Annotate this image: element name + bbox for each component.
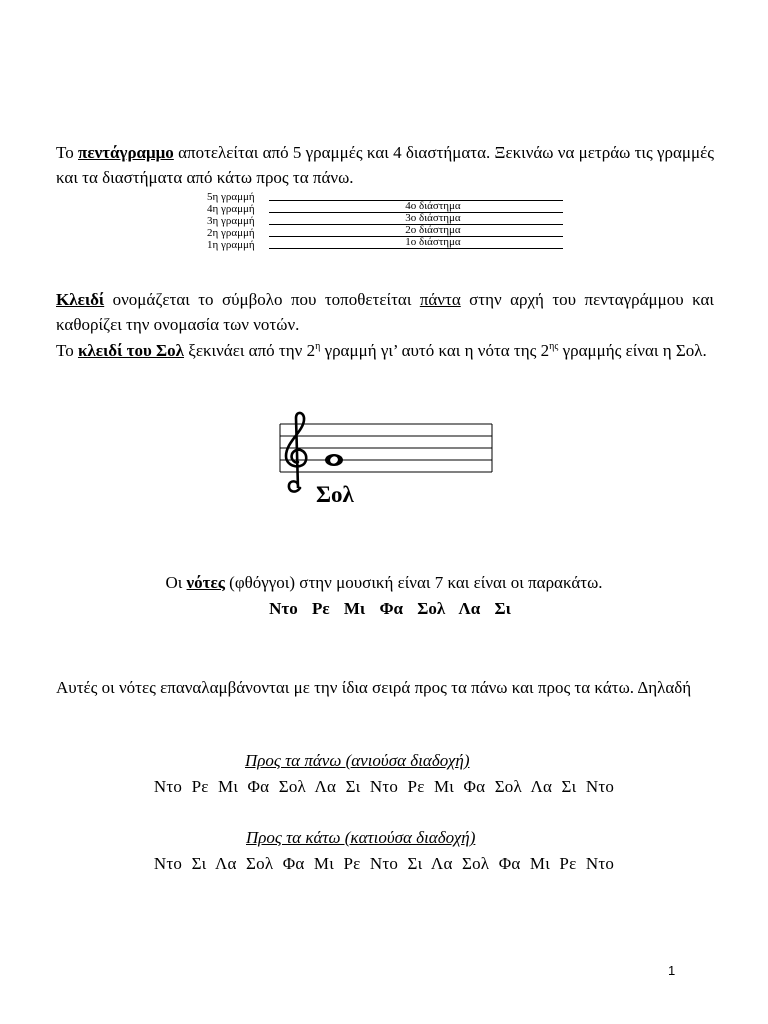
intro-paragraph bbox=[56, 140, 714, 190]
text: ξεκινάει από την 2 bbox=[184, 341, 316, 360]
superscript: ης bbox=[549, 341, 559, 352]
note-label-sol: Σολ bbox=[316, 482, 354, 507]
notes-intro-line bbox=[0, 573, 768, 593]
text: Το bbox=[56, 341, 78, 360]
treble-clef-staff bbox=[276, 410, 506, 520]
staff-lines-diagram bbox=[207, 192, 567, 252]
text: αποτελείται από 5 γραμμές και 4 διαστήματα. Ξεκινάω να μετράω τις γραμμές και τα διαστήματα από κάτω προς τα πάνω. bbox=[56, 143, 714, 187]
text: Οι bbox=[165, 573, 187, 592]
line-label-1: 1η γραμμή bbox=[207, 239, 255, 251]
repetition-paragraph: Αυτές οι νότες επαναλαμβάνονται με την ίδια σειρά προς τα πάνω και προς τα κάτω. Δηλαδή bbox=[56, 678, 692, 697]
space-label-2: 2ο διάστημα bbox=[405, 224, 461, 236]
descending-sequence: Ντο Σι Λα Σολ Φα Μι Ρε Ντο Σι Λα Σολ Φα Μι Ρε Ντο bbox=[153, 854, 615, 873]
notes-list: Ντο Ρε Μι Φα Σολ Λα Σι bbox=[269, 599, 511, 618]
term-pentagram: πεντάγραμμο bbox=[78, 143, 174, 162]
page-number: 1 bbox=[668, 963, 676, 978]
treble-clef-paragraph bbox=[56, 338, 714, 363]
whole-note-icon bbox=[325, 454, 343, 466]
staff-lines bbox=[280, 424, 492, 472]
staff-line-1 bbox=[269, 248, 563, 249]
text: Το bbox=[56, 143, 78, 162]
line-label-4: 4η γραμμή bbox=[207, 203, 255, 215]
line-label-2: 2η γραμμή bbox=[207, 227, 255, 239]
text: (φθόγγοι) στην μουσική είναι 7 και είναι οι παρακάτω. bbox=[224, 573, 603, 592]
descending-title: Προς τα κάτω (κατιούσα διαδοχή) bbox=[246, 828, 476, 847]
superscript: η bbox=[315, 341, 321, 352]
ascending-title: Προς τα πάνω (ανιούσα διαδοχή) bbox=[245, 751, 470, 770]
text: ονομάζεται το σύμβολο που τοποθετείται bbox=[104, 290, 420, 309]
emphasis-always: πάντα bbox=[419, 290, 461, 309]
treble-clef-figure bbox=[276, 410, 506, 520]
line-label-5: 5η γραμμή bbox=[207, 191, 255, 203]
term-treble-clef: κλειδί του Σολ bbox=[77, 341, 185, 360]
text: γραμμής είναι η Σολ. bbox=[558, 341, 707, 360]
ascending-sequence: Ντο Ρε Μι Φα Σολ Λα Σι Ντο Ρε Μι Φα Σολ Λα Σι Ντο bbox=[153, 777, 615, 796]
space-label-4: 4ο διάστημα bbox=[405, 200, 461, 212]
treble-clef-icon bbox=[286, 413, 306, 492]
term-notes: νότες bbox=[186, 573, 225, 592]
text: γραμμή γι’ αυτό και η νότα της 2 bbox=[320, 341, 550, 360]
term-clef: Κλειδί bbox=[56, 290, 105, 309]
space-label-3: 3ο διάστημα bbox=[405, 212, 461, 224]
clef-definition-paragraph bbox=[56, 287, 714, 337]
text: στην αρχή του πενταγράμμου και καθορίζει την ονομασία των νοτών. bbox=[56, 290, 714, 334]
line-label-3: 3η γραμμή bbox=[207, 215, 255, 227]
space-label-1: 1ο διάστημα bbox=[405, 236, 461, 248]
